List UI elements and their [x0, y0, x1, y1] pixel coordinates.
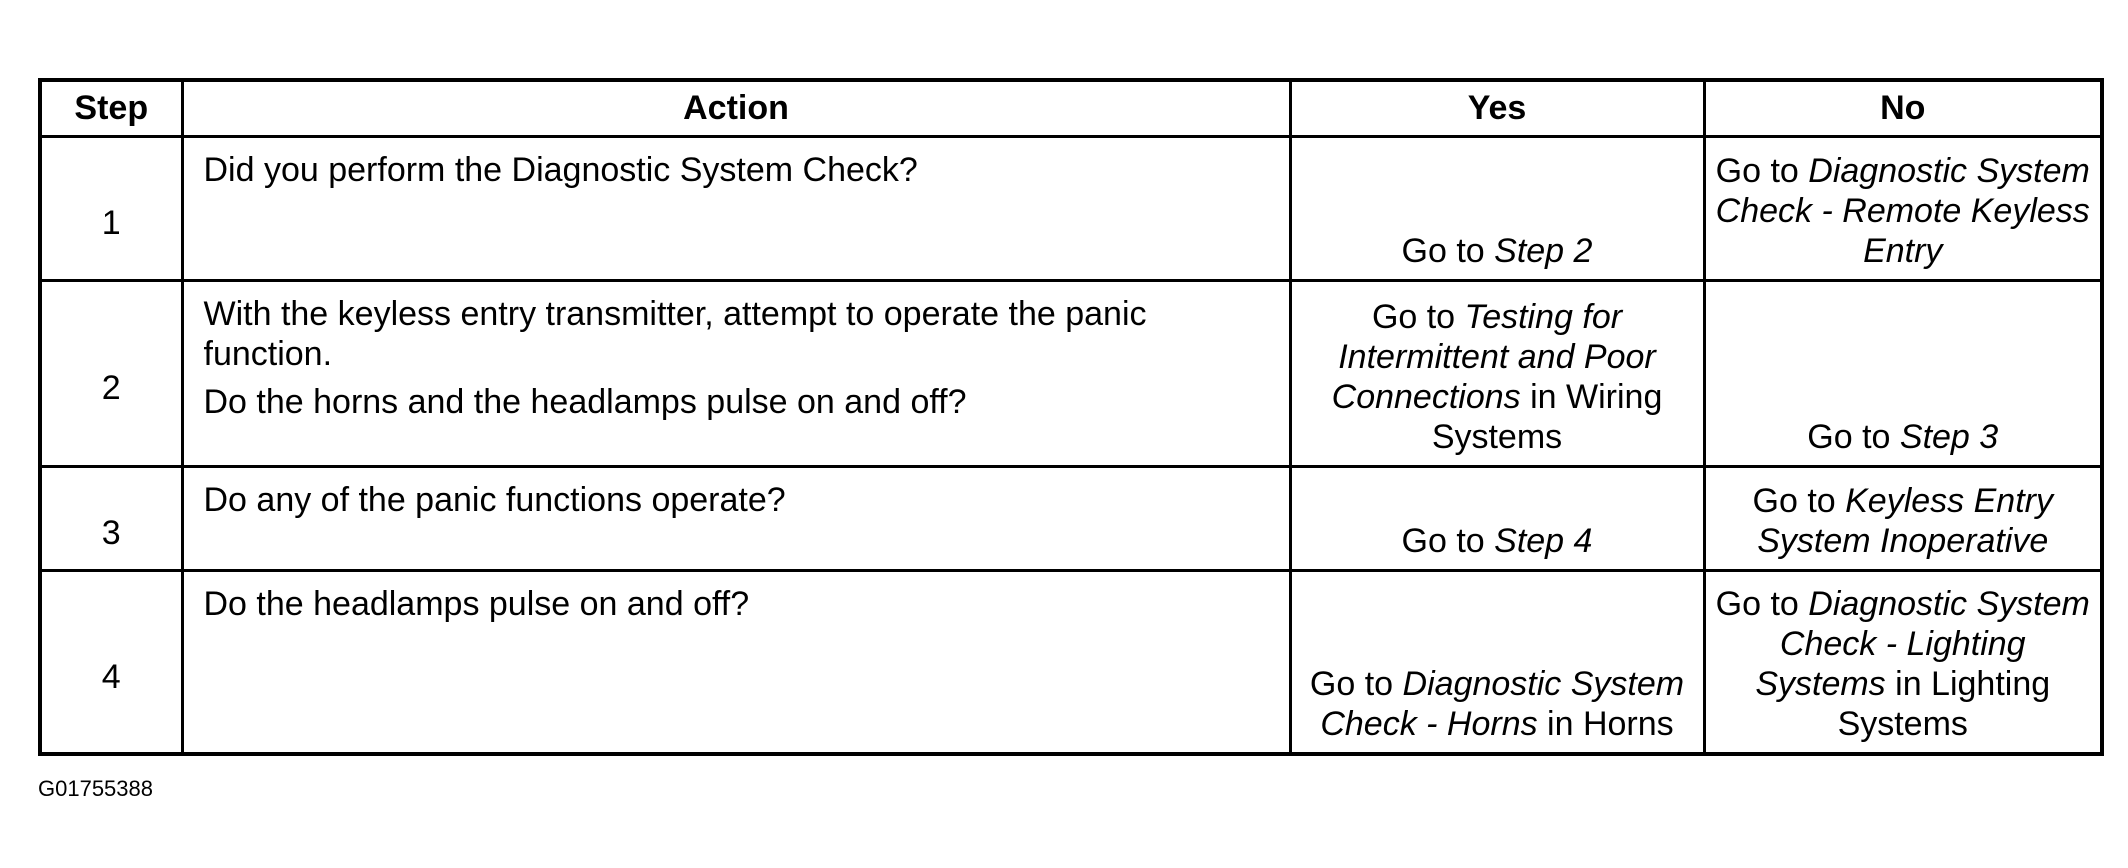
yes-text: Go to	[1401, 231, 1495, 270]
header-step: Step	[40, 80, 182, 136]
step-number: 2	[40, 280, 182, 466]
no-link[interactable]: Diagnostic System Check - Lighting Systems	[1755, 585, 2090, 703]
header-action: Action	[182, 80, 1290, 136]
yes-text: Go to	[1401, 521, 1495, 560]
action-question: Do the horns and the headlamps pulse on and off?	[203, 382, 967, 421]
no-text: Go to	[1807, 417, 1900, 456]
yes-link[interactable]: Testing for Intermittent and Poor Connections	[1331, 297, 1656, 416]
table-row	[40, 466, 2102, 570]
no-link[interactable]: Step 3	[1899, 417, 1999, 456]
no-text: Go to	[1752, 481, 1846, 520]
no-text: Go to	[1715, 151, 1809, 190]
no-cell	[1704, 466, 2102, 570]
yes-link[interactable]: Step 2	[1494, 231, 1593, 270]
diagnostic-table	[38, 78, 2104, 756]
action-text: Did you perform the Diagnostic System Check?	[203, 150, 918, 189]
no-link[interactable]: Diagnostic System Check - Remote Keyless Entry	[1715, 151, 2090, 270]
table-row	[40, 570, 2102, 754]
yes-link[interactable]: Step 4	[1494, 521, 1593, 560]
yes-cell	[1290, 136, 1704, 280]
action-cell	[182, 280, 1290, 466]
yes-text: Go to	[1309, 665, 1403, 703]
yes-suffix-text: in Horns	[1537, 705, 1674, 743]
yes-suffix-text: in Wiring Systems	[1431, 377, 1663, 456]
table-row	[40, 136, 2102, 280]
action-text: Do any of the panic functions operate?	[203, 480, 786, 519]
figure-id: G01755388	[38, 776, 153, 801]
no-cell	[1704, 570, 2102, 754]
no-link[interactable]: Keyless Entry System Inoperative	[1757, 481, 2053, 560]
action-cell	[182, 570, 1290, 754]
header-no: No	[1704, 80, 2102, 136]
no-text: Go to	[1715, 585, 1809, 623]
action-cell	[182, 466, 1290, 570]
no-cell	[1704, 136, 2102, 280]
no-cell	[1704, 280, 2102, 466]
header-yes: Yes	[1290, 80, 1704, 136]
yes-cell	[1290, 280, 1704, 466]
action-text: With the keyless entry transmitter, attempt to operate the panic function.	[203, 294, 1147, 373]
step-number: 3	[40, 466, 182, 570]
action-cell	[182, 136, 1290, 280]
action-text: Do the headlamps pulse on and off?	[203, 584, 750, 623]
table-row	[40, 280, 2102, 466]
yes-link[interactable]: Diagnostic System Check - Horns	[1320, 665, 1685, 743]
yes-cell	[1290, 570, 1704, 754]
yes-cell	[1290, 466, 1704, 570]
no-suffix-text: in Lighting Systems	[1837, 665, 2051, 743]
yes-text: Go to	[1371, 297, 1465, 336]
step-number: 4	[40, 570, 182, 754]
step-number: 1	[40, 136, 182, 280]
header-row	[40, 80, 2102, 136]
